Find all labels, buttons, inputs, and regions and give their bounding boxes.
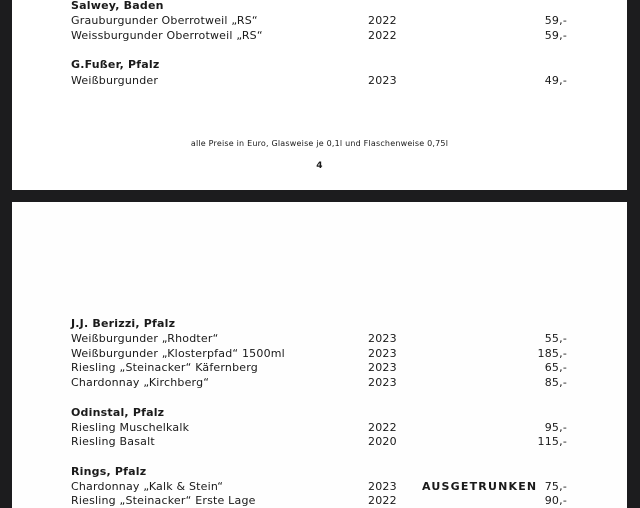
wine-name: Weißburgunder „Rhodter“ [71, 332, 219, 345]
producer-heading: Rings, Pfalz [71, 465, 147, 478]
wine-name: Riesling Basalt [71, 435, 155, 448]
producer-heading: Salwey, Baden [71, 0, 164, 12]
wine-name: Riesling „Steinacker“ Erste Lage [71, 494, 256, 507]
wine-name: Weissburgunder Oberrotweil „RS“ [71, 29, 263, 42]
wine-year: 2022 [368, 14, 397, 27]
wine-year: 2023 [368, 376, 397, 389]
wine-name: Weißburgunder [71, 74, 159, 87]
producer-heading: G.Fußer, Pfalz [71, 58, 160, 71]
price-footnote: alle Preise in Euro, Glasweise je 0,1l und Flaschenweise 0,75l [190, 139, 449, 148]
producer-heading: J.J. Berizzi, Pfalz [71, 317, 176, 330]
wine-price: 95,- [544, 421, 567, 434]
wine-name: Grauburgunder Oberrotweil „RS“ [71, 14, 258, 27]
wine-year: 2023 [368, 332, 397, 345]
wine-price: 59,- [544, 14, 567, 27]
page-number: 4 [316, 161, 323, 171]
wine-year: 2023 [368, 347, 397, 360]
wine-price: 185,- [537, 347, 567, 360]
wine-name: Riesling Muschelkalk [71, 421, 190, 434]
wine-price: 55,- [544, 332, 567, 345]
sold-out-badge: AUSGETRUNKEN [422, 480, 538, 493]
wine-name: Chardonnay „Kalk & Stein“ [71, 480, 224, 493]
wine-year: 2023 [368, 480, 397, 493]
wine-year: 2022 [368, 494, 397, 507]
menu-page-4 [12, 0, 627, 190]
wine-price: 49,- [544, 74, 567, 87]
producer-heading: Odinstal, Pfalz [71, 406, 165, 419]
wine-name: Chardonnay „Kirchberg“ [71, 376, 210, 389]
wine-price: 59,- [544, 29, 567, 42]
wine-price: 90,- [544, 494, 567, 507]
wine-name: Weißburgunder „Klosterpfad“ 1500ml [71, 347, 285, 360]
wine-price: 85,- [544, 376, 567, 389]
wine-year: 2022 [368, 421, 397, 434]
wine-price: 65,- [544, 361, 567, 374]
wine-name: Riesling „Steinacker“ Käfernberg [71, 361, 258, 374]
wine-year: 2020 [368, 435, 397, 448]
wine-year: 2023 [368, 361, 397, 374]
wine-year: 2022 [368, 29, 397, 42]
wine-price: 115,- [537, 435, 567, 448]
wine-price: 75,- [544, 480, 567, 493]
menu-page-5 [12, 202, 627, 508]
wine-year: 2023 [368, 74, 397, 87]
